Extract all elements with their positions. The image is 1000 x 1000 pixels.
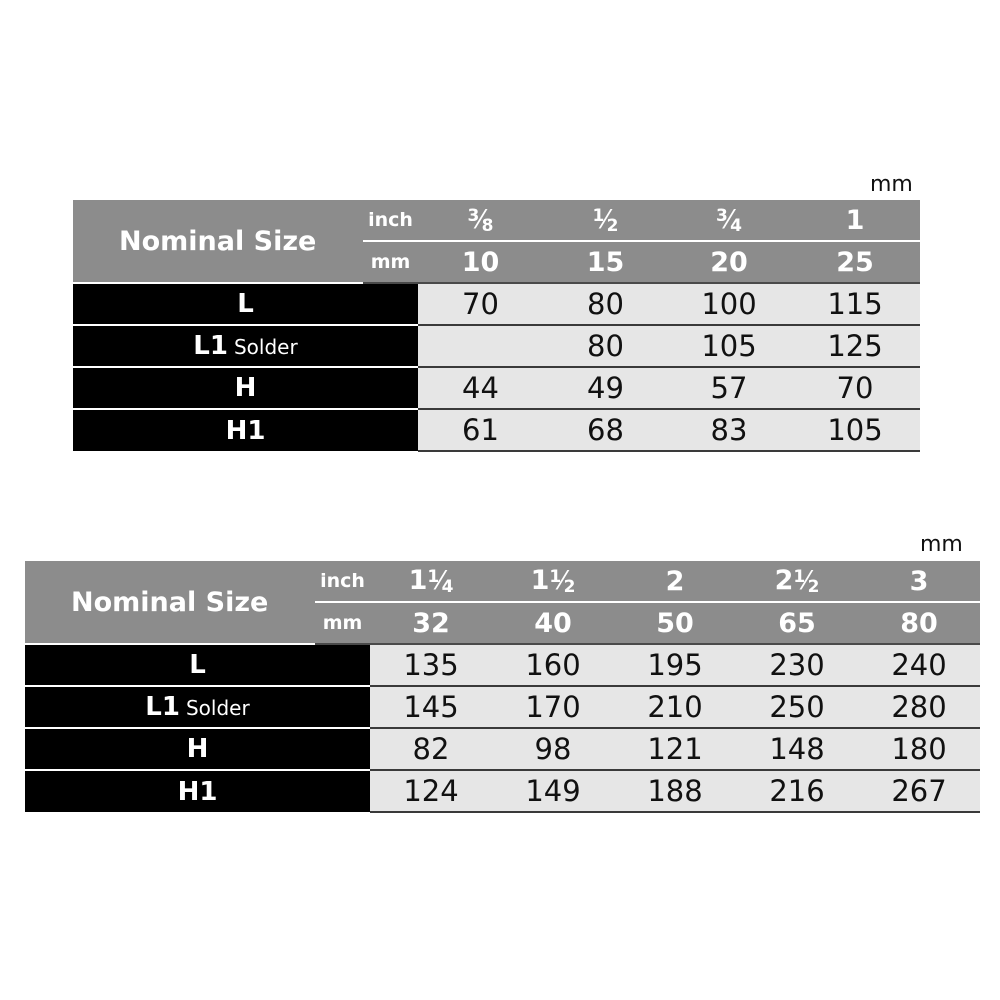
table-cell: 44 <box>418 367 543 409</box>
row-label-l: L <box>73 283 418 325</box>
table-cell: 100 <box>668 283 790 325</box>
mm-unit-label: mm <box>315 602 370 644</box>
table-cell: 121 <box>614 728 736 770</box>
inch-size: 3 <box>858 561 980 602</box>
mm-size: 25 <box>790 241 920 283</box>
table-cell: 61 <box>418 409 543 451</box>
table-row <box>25 728 980 770</box>
table-row <box>25 686 980 728</box>
dimension-table-large-sizes <box>25 561 980 813</box>
table-cell: 210 <box>614 686 736 728</box>
table-row <box>25 770 980 812</box>
mm-size: 10 <box>418 241 543 283</box>
table-cell: 149 <box>492 770 614 812</box>
table-row <box>73 325 920 367</box>
inch-size: $2^1⁄_2$ <box>736 561 858 602</box>
row-label-h1: H1 <box>73 409 418 451</box>
inch-unit-label: inch <box>315 561 370 602</box>
mm-size: 20 <box>668 241 790 283</box>
table-cell: 105 <box>668 325 790 367</box>
table-cell: 135 <box>370 644 492 686</box>
row-label-l: L <box>25 644 370 686</box>
mm-unit-label: mm <box>363 241 418 283</box>
table-cell: 145 <box>370 686 492 728</box>
table-row <box>25 644 980 686</box>
row-label-h: H <box>25 728 370 770</box>
table-cell: 70 <box>418 283 543 325</box>
table-cell: 250 <box>736 686 858 728</box>
table-row <box>73 283 920 325</box>
mm-size: 15 <box>543 241 668 283</box>
table-cell: 240 <box>858 644 980 686</box>
inch-size: $^1⁄_2$ <box>543 200 668 241</box>
table-cell: 160 <box>492 644 614 686</box>
table-cell: 57 <box>668 367 790 409</box>
table-cell: 267 <box>858 770 980 812</box>
table-cell: 70 <box>790 367 920 409</box>
inch-size: $^3⁄_4$ <box>668 200 790 241</box>
table-cell: 98 <box>492 728 614 770</box>
table-cell: 80 <box>543 283 668 325</box>
unit-note: mm <box>920 532 963 557</box>
mm-size: 80 <box>858 602 980 644</box>
row-label-l1-solder: L1 Solder <box>25 686 370 728</box>
inch-unit-label: inch <box>363 200 418 241</box>
mm-size: 50 <box>614 602 736 644</box>
mm-size: 65 <box>736 602 858 644</box>
nominal-size-header: Nominal Size <box>25 561 315 644</box>
row-label-h1: H1 <box>25 770 370 812</box>
mm-size: 40 <box>492 602 614 644</box>
inch-size: 1 <box>790 200 920 241</box>
table-cell: 170 <box>492 686 614 728</box>
table-cell: 80 <box>543 325 668 367</box>
table-cell <box>418 325 543 367</box>
inch-size: $1^1⁄_2$ <box>492 561 614 602</box>
row-label-h: H <box>73 367 418 409</box>
inch-size: $1^1⁄_4$ <box>370 561 492 602</box>
table-cell: 216 <box>736 770 858 812</box>
row-label-l1-solder: L1 Solder <box>73 325 418 367</box>
inch-size: $^3⁄_8$ <box>418 200 543 241</box>
table-cell: 49 <box>543 367 668 409</box>
unit-note: mm <box>870 172 913 197</box>
table-cell: 230 <box>736 644 858 686</box>
table-cell: 124 <box>370 770 492 812</box>
table-row <box>73 409 920 451</box>
table-cell: 125 <box>790 325 920 367</box>
table-cell: 68 <box>543 409 668 451</box>
nominal-size-header: Nominal Size <box>73 200 363 283</box>
inch-size: 2 <box>614 561 736 602</box>
table-cell: 105 <box>790 409 920 451</box>
table-cell: 82 <box>370 728 492 770</box>
mm-size: 32 <box>370 602 492 644</box>
dimension-table-small-sizes <box>73 200 920 452</box>
table-cell: 180 <box>858 728 980 770</box>
table-cell: 280 <box>858 686 980 728</box>
table-cell: 83 <box>668 409 790 451</box>
table-cell: 148 <box>736 728 858 770</box>
table-row <box>73 367 920 409</box>
table-cell: 195 <box>614 644 736 686</box>
table-cell: 188 <box>614 770 736 812</box>
table-cell: 115 <box>790 283 920 325</box>
